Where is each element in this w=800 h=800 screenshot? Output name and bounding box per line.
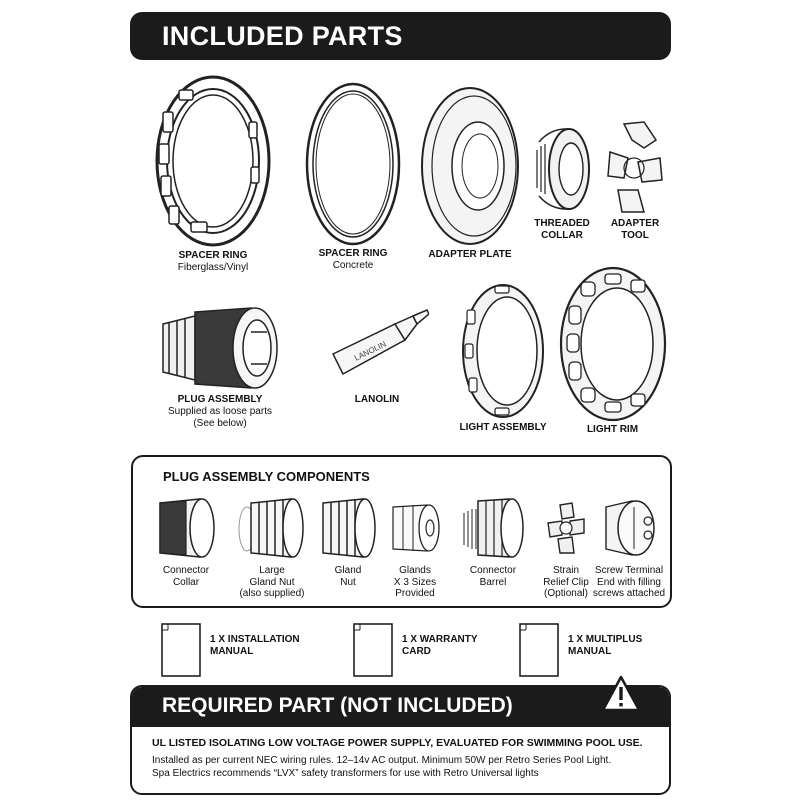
component-connector-barrel xyxy=(445,495,541,588)
component-label-2: Gland Nut xyxy=(249,576,295,588)
part-sublabel-line2: (See below) xyxy=(193,418,247,429)
part-sublabel: Concrete xyxy=(332,260,374,271)
part-plug-assembly xyxy=(150,302,290,430)
part-label: LANOLIN xyxy=(354,394,400,405)
large-gland-nut-icon xyxy=(237,495,307,561)
part-label: SPACER RING xyxy=(318,248,388,259)
part-threaded-collar xyxy=(527,120,597,242)
required-part-header xyxy=(132,687,669,727)
component-screw-terminal-end xyxy=(589,495,669,600)
component-label-1: Connector xyxy=(162,565,210,576)
adapter-tool-icon xyxy=(604,118,666,218)
component-label-3: Provided xyxy=(395,588,435,599)
manual-label-1: 1 X WARRANTY xyxy=(402,634,478,645)
required-part-box xyxy=(130,685,671,795)
part-label: LIGHT ASSEMBLY xyxy=(459,422,547,433)
part-label: ADAPTER PLATE xyxy=(428,249,512,260)
plug-assembly-components-box xyxy=(131,455,672,608)
connector-barrel-icon xyxy=(458,495,528,561)
plug-assembly-icon xyxy=(155,302,285,394)
adapter-plate-icon xyxy=(418,84,522,249)
component-label-2: Barrel xyxy=(479,576,507,588)
component-label-1: Large xyxy=(259,565,285,576)
part-light-rim xyxy=(555,264,670,436)
connector-collar-icon xyxy=(156,495,216,561)
required-part-details xyxy=(152,754,662,780)
threaded-collar-icon xyxy=(531,120,593,218)
required-part-title: REQUIRED PART (NOT INCLUDED) xyxy=(162,694,513,717)
part-adapter-tool xyxy=(600,118,670,242)
header-title: INCLUDED PARTS xyxy=(162,21,403,51)
component-label-1: Gland xyxy=(334,565,362,576)
light-assembly-icon xyxy=(455,280,551,422)
part-label: PLUG ASSEMBLY xyxy=(177,394,263,405)
component-label-1: Glands xyxy=(399,565,431,576)
booklet-icon xyxy=(352,622,396,678)
component-gland-nut xyxy=(311,495,385,588)
manual-label-2: CARD xyxy=(402,646,431,657)
component-label-1: Screw Terminal xyxy=(594,565,664,576)
gland-nut-icon xyxy=(317,495,379,561)
lanolin-tube-text: LANOLIN xyxy=(352,339,388,363)
part-label: THREADED xyxy=(534,218,590,229)
part-spacer-ring-concrete xyxy=(298,80,408,272)
components-title: PLUG ASSEMBLY COMPONENTS xyxy=(163,469,370,484)
booklet-icon xyxy=(518,622,562,678)
spacer-ring-concrete-icon xyxy=(303,80,403,248)
part-adapter-plate xyxy=(415,84,525,261)
part-sublabel: Supplied as loose parts xyxy=(168,406,272,417)
warning-icon xyxy=(600,674,642,714)
part-light-assembly xyxy=(448,280,558,434)
component-label-2: X 3 Sizes xyxy=(393,576,437,588)
light-rim-icon xyxy=(557,264,669,424)
required-part-headline: UL LISTED ISOLATING LOW VOLTAGE POWER SUPPLY, EVALUATED FOR SWIMMING POOL USE. xyxy=(152,737,643,749)
part-label: ADAPTER xyxy=(610,218,660,229)
component-label-3: screws attached xyxy=(592,588,666,599)
glands-icon xyxy=(387,495,443,561)
required-part-detail-1: Installed as per current NEC wiring rules. 12–14v AC output. Minimum 50W per Retro Series Pool Light. xyxy=(152,755,612,766)
component-glands xyxy=(381,495,449,600)
component-label-2: Relief Clip xyxy=(543,576,589,588)
component-label-3: (Optional) xyxy=(544,588,588,599)
manual-label-2: MANUAL xyxy=(210,646,254,657)
part-label: SPACER RING xyxy=(178,250,248,261)
component-label-1: Connector xyxy=(469,565,517,576)
part-label: LIGHT RIM xyxy=(586,424,639,435)
part-label-line2: COLLAR xyxy=(541,230,583,241)
manual-label-1: 1 X INSTALLATION xyxy=(210,634,300,645)
component-label-3: (also supplied) xyxy=(239,588,305,599)
part-lanolin xyxy=(322,308,432,406)
part-sublabel: Fiberglass/Vinyl xyxy=(177,262,249,273)
component-label-2: Nut xyxy=(340,576,356,588)
booklet-icon xyxy=(160,622,204,678)
component-connector-collar xyxy=(139,495,233,588)
manual-label-2: MANUAL xyxy=(568,646,612,657)
screw-terminal-end-icon xyxy=(598,495,660,561)
component-strain-relief-clip xyxy=(537,495,595,600)
strain-relief-clip-icon xyxy=(544,495,588,561)
manual-label-1: 1 X MULTIPLUS xyxy=(568,634,643,645)
lanolin-tube-icon xyxy=(325,308,429,390)
spacer-ring-fiberglass-icon xyxy=(151,72,276,250)
component-label-2: End with filling xyxy=(597,576,661,588)
component-label-2: Collar xyxy=(172,576,200,588)
part-label-line2: TOOL xyxy=(621,230,649,241)
part-spacer-ring-fiberglass xyxy=(148,72,278,274)
included-parts-header xyxy=(130,12,671,60)
component-label-1: Strain xyxy=(552,565,580,576)
component-large-gland-nut xyxy=(229,495,315,600)
required-part-detail-2: Spa Electrics recommends “LVX” safety transformers for use with Retro Universal lights xyxy=(152,768,539,779)
